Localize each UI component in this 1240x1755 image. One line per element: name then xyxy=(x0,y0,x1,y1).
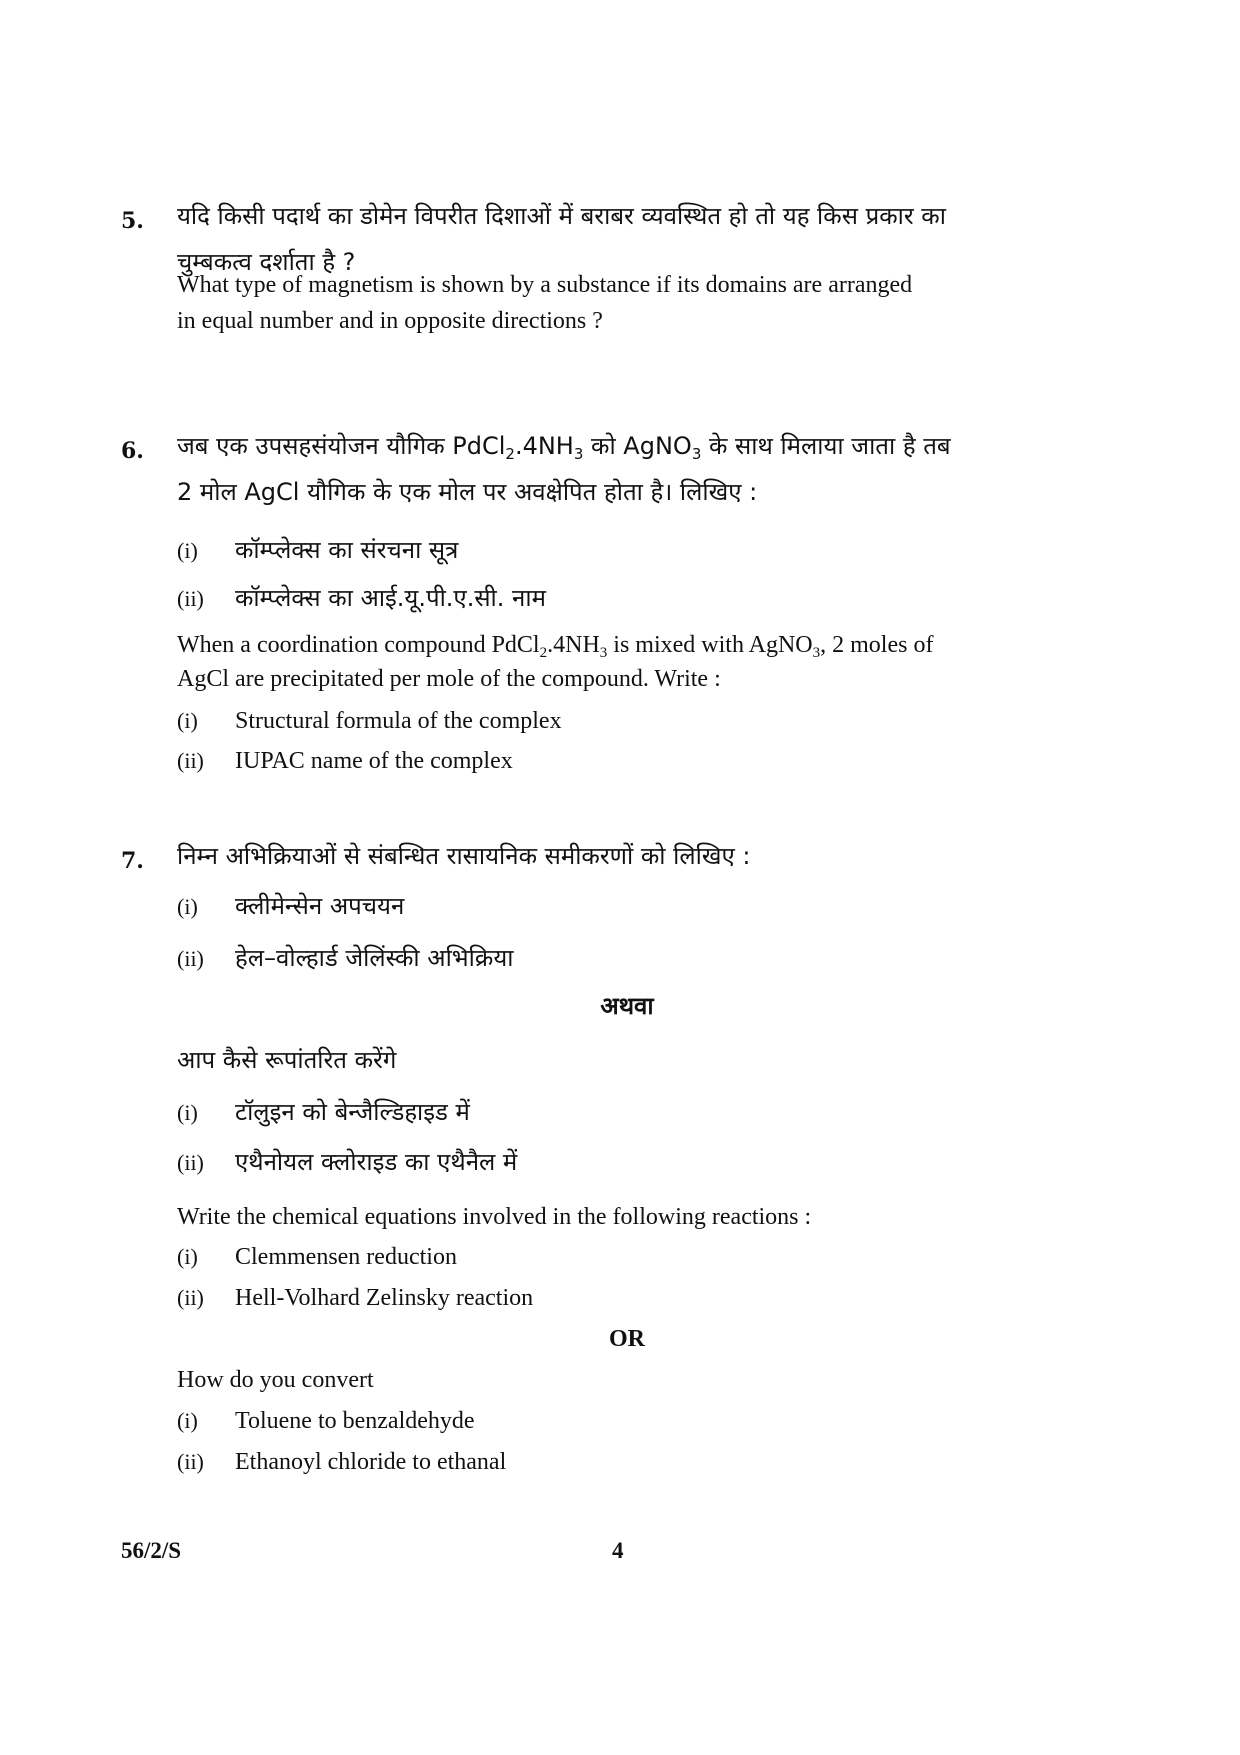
or-divider-hindi: अथवा xyxy=(600,992,654,1020)
question-number: 7. xyxy=(121,848,144,874)
sub-item-label: (i) xyxy=(177,894,198,919)
sub-item xyxy=(177,934,513,983)
sub-item-label: (i) xyxy=(177,1408,198,1433)
sub-item-text: IUPAC name of the complex xyxy=(235,748,513,774)
text-line: Write the chemical equations involved in the following reactions : xyxy=(177,1204,812,1230)
sub-item-label: (i) xyxy=(177,538,198,563)
page-number: 4 xyxy=(612,1538,624,1563)
text-line: 2 मोल AgCl यौगिक के एक मोल पर अवक्षेपित होता है। लिखिए : xyxy=(177,478,758,506)
sub-item-label: (ii) xyxy=(177,586,204,611)
sub-item-text: कॉम्प्लेक्स का आई.यू.पी.ए.सी. नाम xyxy=(235,584,546,612)
sub-item-text: Toluene to benzaldehyde xyxy=(235,1408,475,1434)
sub-item xyxy=(177,702,562,740)
text-line: How do you convert xyxy=(177,1367,374,1393)
subscript: 3 xyxy=(812,645,821,661)
text-line: in equal number and in opposite directions ? xyxy=(177,308,603,334)
sub-item-label: (i) xyxy=(177,1100,198,1125)
text-line: AgCl are precipitated per mole of the compound. Write : xyxy=(177,666,721,692)
text-run: को AgNO xyxy=(583,432,692,460)
text-run: , 2 moles of xyxy=(820,632,934,658)
text-line: निम्न अभिक्रियाओं से संबन्धित रासायनिक समीकरणों को लिखिए : xyxy=(177,842,751,870)
sub-item-text: कॉम्प्लेक्स का संरचना सूत्र xyxy=(235,536,459,564)
subscript: 3 xyxy=(573,445,584,463)
paper-code: 56/2/S xyxy=(121,1538,182,1563)
or-divider: OR xyxy=(609,1326,645,1352)
sub-item-text: क्लीमेन्सेन अपचयन xyxy=(235,892,405,920)
text-line: यदि किसी पदार्थ का डोमेन विपरीत दिशाओं में बराबर व्यवस्थित हो तो यह किस प्रकार का xyxy=(177,202,946,230)
sub-item-label: (ii) xyxy=(177,1449,204,1474)
sub-item-text: Hell-Volhard Zelinsky reaction xyxy=(235,1285,534,1311)
text-line: आप कैसे रूपांतरित करेंगे xyxy=(177,1046,397,1074)
text-run: के साथ मिलाया जाता है तब xyxy=(701,432,951,460)
sub-item xyxy=(177,1402,475,1440)
sub-item-text: एथैनोयल क्लोराइड का एथैनैल में xyxy=(235,1148,518,1176)
sub-item-label: (i) xyxy=(177,708,198,733)
text-run: .4NH xyxy=(547,632,600,658)
text-run: .4NH xyxy=(514,432,574,460)
sub-item-text: Structural formula of the complex xyxy=(235,708,562,734)
sub-item xyxy=(177,882,404,931)
question-number: 5. xyxy=(121,208,144,234)
sub-item xyxy=(177,1138,517,1187)
sub-item xyxy=(177,574,546,623)
subscript: 3 xyxy=(691,445,702,463)
text-run: जब एक उपसहसंयोजन यौगिक PdCl xyxy=(177,432,506,460)
sub-item-label: (ii) xyxy=(177,1285,204,1310)
sub-item-label: (ii) xyxy=(177,1150,204,1175)
text-line: चुम्बकत्व दर्शाता है ? xyxy=(177,248,356,276)
subscript: 2 xyxy=(505,445,515,463)
text-run: is mixed with AgNO xyxy=(607,632,813,658)
sub-item xyxy=(177,526,458,575)
sub-item-text: टॉलुइन को बेन्जैल्डिहाइड में xyxy=(235,1098,470,1126)
sub-item xyxy=(177,1088,470,1137)
sub-item-text: Clemmensen reduction xyxy=(235,1244,457,1270)
sub-item xyxy=(177,742,513,780)
sub-item-label: (ii) xyxy=(177,748,204,773)
text-run: When a coordination compound PdCl xyxy=(177,632,540,658)
sub-item xyxy=(177,1279,533,1317)
subscript: 2 xyxy=(539,645,548,661)
sub-item xyxy=(177,1238,457,1276)
text-line: What type of magnetism is shown by a substance if its domains are arranged xyxy=(177,272,913,298)
sub-item-label: (ii) xyxy=(177,946,204,971)
sub-item xyxy=(177,1443,506,1481)
sub-item-text: हेल–वोल्हार्ड जेलिंस्की अभिक्रिया xyxy=(235,944,514,972)
subscript: 3 xyxy=(599,645,608,661)
sub-item-text: Ethanoyl chloride to ethanal xyxy=(235,1449,507,1475)
sub-item-label: (i) xyxy=(177,1244,198,1269)
question-number: 6. xyxy=(121,438,144,464)
